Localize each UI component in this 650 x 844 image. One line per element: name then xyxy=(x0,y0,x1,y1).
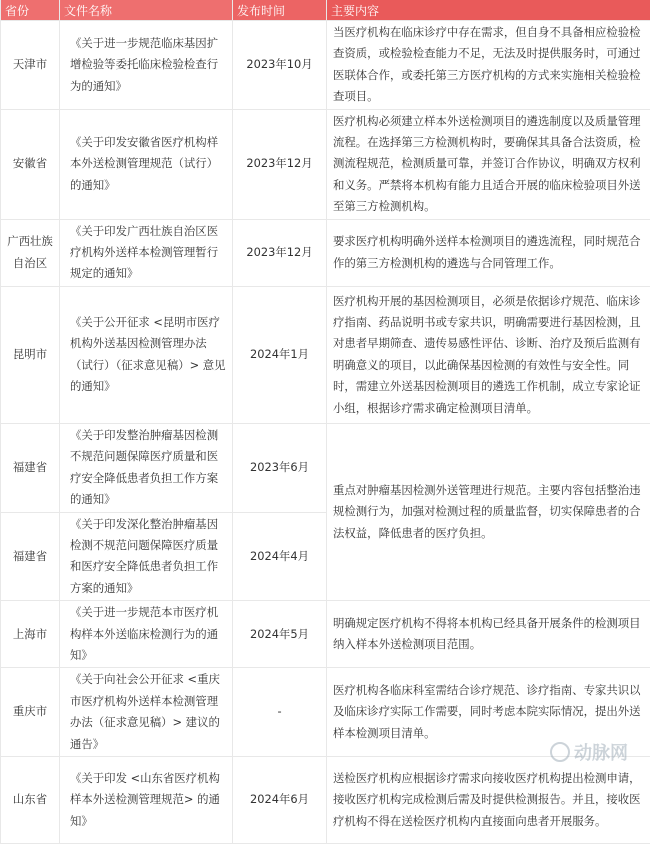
content-cell: 医疗机构开展的基因检测项目，必须是依据诊疗规范、临床诊疗指南、药品说明书或专家共识，明确需要进行基因检测，且对患者早期筛查、遗传易感性评估、诊断、治疗及预后监测有明确意义的项目，以此确保基因检测的有效性与安全性。同时，需建立外送基因检测项目的遴选工作机制，成立专家论证小组，根据诊疗需求确定检测项目清单。 xyxy=(327,286,650,423)
date-cell: 2024年4月 xyxy=(233,512,327,601)
table-row xyxy=(1,219,650,286)
province-cell: 重庆市 xyxy=(1,668,60,757)
date-cell: - xyxy=(233,668,327,757)
province-cell: 昆明市 xyxy=(1,286,60,423)
date-cell: 2024年5月 xyxy=(233,601,327,668)
table-row xyxy=(1,756,650,843)
content-cell: 医疗机构各临床科室需结合诊疗规范、诊疗指南、专家共识以及临床诊疗实际工作需要，同时考虑本院实际情况，提出外送样本检测项目清单。 xyxy=(327,668,650,757)
content-cell: 明确规定医疗机构不得将本机构已经具备开展条件的检测项目纳入样本外送检测项目范围。 xyxy=(327,601,650,668)
doc-name-cell: 《关于印发安徽省医疗机构样本外送检测管理规范（试行）的通知》 xyxy=(60,109,233,219)
content-cell: 要求医疗机构明确外送样本检测项目的遴选流程，同时规范合作的第三方检测机构的遴选与合同管理工作。 xyxy=(327,219,650,286)
date-cell: 2024年1月 xyxy=(233,286,327,423)
province-cell: 广西壮族自治区 xyxy=(1,219,60,286)
doc-name-cell: 《关于印发深化整治肿瘤基因检测不规范问题保障医疗质量和医疗安全降低患者负担工作方案的通知》 xyxy=(60,512,233,601)
content-cell-merged: 重点对肿瘤基因检测外送管理进行规范。主要内容包括整治违规检测行为，加强对检测过程的质量监督，切实保障患者的合法权益，降低患者的医疗负担。 xyxy=(327,423,650,600)
content-cell: 当医疗机构在临床诊疗中存在需求，但自身不具备相应检验检查资质，或检验检查能力不足，无法及时提供服务时，可通过医联体合作，或委托第三方医疗机构的方式来实施相关检验检查项目。 xyxy=(327,21,650,110)
doc-name-cell: 《关于进一步规范临床基因扩增检验等委托临床检验检查行为的通知》 xyxy=(60,21,233,110)
header-doc-name: 文件名称 xyxy=(60,0,233,21)
province-cell: 福建省 xyxy=(1,512,60,601)
doc-name-cell: 《关于进一步规范本市医疗机构样本外送临床检测行为的通知》 xyxy=(60,601,233,668)
header-row xyxy=(1,0,650,21)
header-province: 省份 xyxy=(1,0,60,21)
province-cell: 天津市 xyxy=(1,21,60,110)
province-cell: 山东省 xyxy=(1,756,60,843)
date-cell: 2023年12月 xyxy=(233,109,327,219)
doc-name-cell: 《关于印发 <山东省医疗机构样本外送检测管理规范> 的通知》 xyxy=(60,756,233,843)
doc-name-cell: 《关于公开征求 <昆明市医疗机构外送基因检测管理办法（试行）（征求意见稿）> 意见的通知》 xyxy=(60,286,233,423)
content-cell: 送检医疗机构应根据诊疗需求向接收医疗机构提出检测申请，接收医疗机构完成检测后需及时提供检测报告。并且，接收医疗机构不得在送检医疗机构内直接面向患者开展服务。 xyxy=(327,756,650,843)
date-cell: 2023年10月 xyxy=(233,21,327,110)
doc-name-cell: 《关于向社会公开征求 <重庆市医疗机构外送样本检测管理办法（征求意见稿）> 建议的通告》 xyxy=(60,668,233,757)
header-date: 发布时间 xyxy=(233,0,327,21)
province-cell: 福建省 xyxy=(1,423,60,512)
province-cell: 安徽省 xyxy=(1,109,60,219)
watermark xyxy=(550,740,642,764)
date-cell: 2023年12月 xyxy=(233,219,327,286)
table-row xyxy=(1,601,650,668)
doc-name-cell: 《关于印发广西壮族自治区医疗机构外送样本检测管理暂行规定的通知》 xyxy=(60,219,233,286)
date-cell: 2023年6月 xyxy=(233,423,327,512)
content-cell: 医疗机构必须建立样本外送检测项目的遴选制度以及质量管理流程。在选择第三方检测机构时，要确保其具备合法资质，检测流程规范，检测质量可靠，并签订合作协议，明确双方权利和义务。严禁将本机构有能力且适合开展的临床检验项目外送至第三方检测机构。 xyxy=(327,109,650,219)
table-row xyxy=(1,423,650,512)
header-content: 主要内容 xyxy=(327,0,650,21)
table-row xyxy=(1,21,650,110)
doc-name-cell: 《关于印发整治肿瘤基因检测不规范问题保障医疗质量和医疗安全降低患者负担工作方案的通知》 xyxy=(60,423,233,512)
date-cell: 2024年6月 xyxy=(233,756,327,843)
table-row xyxy=(1,109,650,219)
watermark-logo-icon xyxy=(550,742,570,762)
watermark-text: 动脉网 xyxy=(574,739,628,765)
table-row xyxy=(1,286,650,423)
province-cell: 上海市 xyxy=(1,601,60,668)
